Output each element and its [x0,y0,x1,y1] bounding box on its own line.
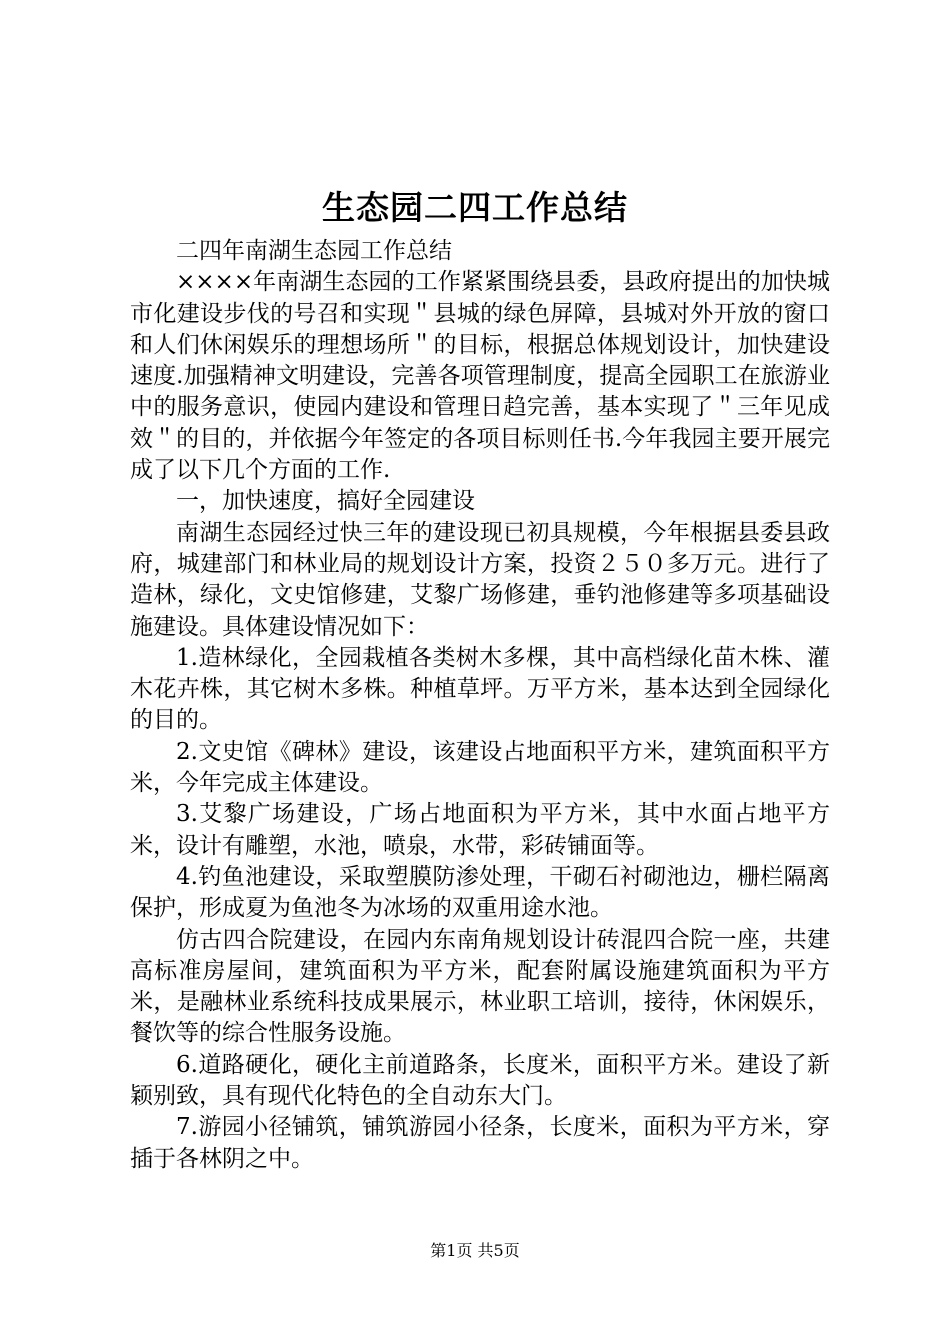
list-item: 6.道路硬化，硬化主前道路条，长度米，面积平方米。建设了新颖别致，具有现代化特色的全自动东大门。 [130,1051,830,1110]
list-item: 7.游园小径铺筑，铺筑游园小径条，长度米，面积为平方米，穿插于各林阴之中。 [130,1114,830,1172]
body-paragraph: 南湖生态园经过快三年的建设现已初具规模，今年根据县委县政府，城建部门和林业局的规划设计方案，投资２５０多万元。进行了造林，绿化，文史馆修建，艾黎广场修建，垂钓池修建等多项基础设施建设。具体建设情况如下： [130,519,830,640]
list-item: 2.文史馆《碑林》建设，该建设占地面积平方米，建筑面积平方米，今年完成主体建设。 [130,738,830,797]
list-item: 3.艾黎广场建设，广场占地面积为平方米，其中水面占地平方米，设计有雕塑，水池，喷泉，水带，彩砖铺面等。 [130,801,830,859]
section-heading: 一，加快速度，搞好全园建设 [176,488,475,515]
document-title: 生态园二四工作总结 [322,188,628,227]
list-item: 4.钓鱼池建设，采取塑膜防渗处理，干砌石衬砌池边，栅栏隔离保护，形成夏为鱼池冬为冰场的双重用途水池。 [130,863,830,922]
subtitle-paragraph: 二四年南湖生态园工作总结 [176,238,452,264]
document-body [130,236,830,1175]
page-footer: 第1页 共5页 [430,1241,520,1260]
list-item: 仿古四合院建设，在园内东南角规划设计砖混四合院一座，共建高标准房屋间，建筑面积为平方米，配套附属设施建筑面积为平方米，是融林业系统科技成果展示，林业职工培训，接待，休闲娱乐，餐饮等的综合性服务设施。 [130,926,830,1047]
intro-paragraph: ××××年南湖生态园的工作紧紧围绕县委，县政府提出的加快城市化建设步伐的号召和实现＂县城的绿色屏障，县城对外开放的窗口和人们休闲娱乐的理想场所＂的目标，根据总体规划设计，加快建设速度.加强精神文明建设，完善各项管理制度，提高全园职工在旅游业中的服务意识，使园内建设和管理日趋完善，基本实现了＂三年见成效＂的目的，并依据今年签定的各项目标则任书.今年我园主要开展完成了以下几个方面的工作. [130,269,830,484]
list-item: 1.造林绿化，全园栽植各类树木多棵，其中高档绿化苗木株、灌木花卉株，其它树木多株。种植草坪。万平方米，基本达到全园绿化的目的。 [130,644,830,734]
